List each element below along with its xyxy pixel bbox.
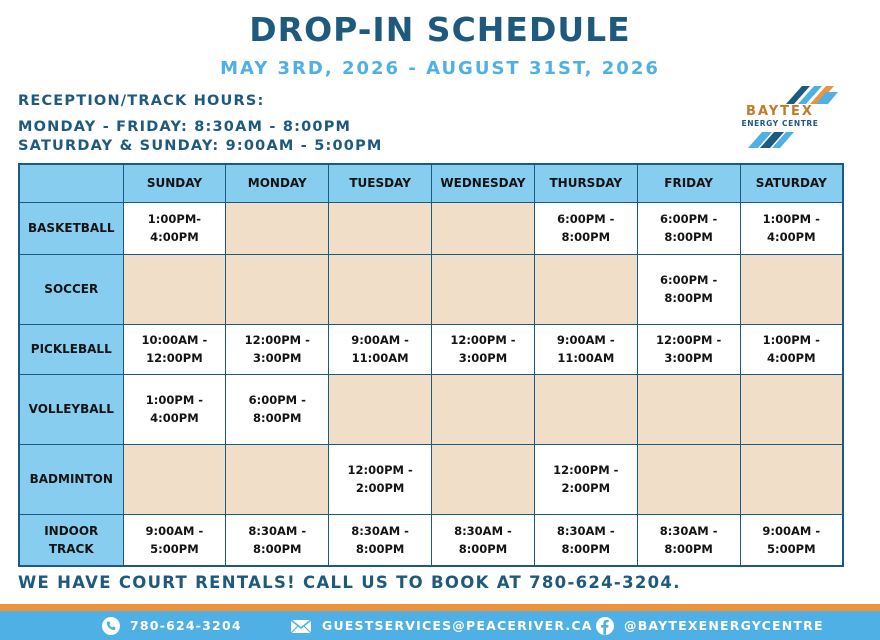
day-header-monday: MONDAY	[226, 164, 329, 202]
time-slot-thursday	[534, 444, 637, 514]
time-slot-sunday	[123, 374, 226, 444]
time-line: 1:00PM -	[762, 333, 820, 347]
time-line: 11:00AM	[557, 351, 615, 365]
empty-slot-tuesday	[329, 254, 432, 324]
time-line: 4:00PM	[767, 351, 816, 365]
time-line: 6:00PM -	[248, 393, 306, 407]
time-slot-tuesday	[329, 324, 432, 374]
day-header-tuesday: TUESDAY	[329, 164, 432, 202]
empty-slot-tuesday	[329, 202, 432, 254]
empty-slot-saturday	[740, 374, 843, 444]
time-line: 3:00PM	[664, 351, 713, 365]
time-line: 8:00PM	[253, 411, 302, 425]
baytex-logo	[728, 84, 848, 152]
logo-wordmark: BAYTEX	[746, 104, 814, 119]
time-slot-thursday	[534, 202, 637, 254]
weekday-hours: MONDAY - FRIDAY: 8:30AM - 8:00PM	[18, 119, 352, 135]
time-slot-friday	[637, 324, 740, 374]
time-slot-saturday	[740, 324, 843, 374]
time-line: 5:00PM	[767, 541, 816, 556]
time-slot-friday	[637, 254, 740, 324]
time-line: 1:00PM -	[762, 212, 820, 226]
empty-slot-saturday	[740, 444, 843, 514]
time-line: 8:00PM	[664, 230, 713, 244]
time-line: 8:00PM	[664, 541, 713, 556]
time-line: 9:00AM -	[556, 333, 615, 347]
time-line: 1:00PM-	[147, 212, 202, 226]
time-slot-thursday	[534, 514, 637, 566]
sport-label: BASKETBALL	[19, 202, 123, 254]
empty-slot-wednesday	[432, 444, 535, 514]
day-header-sunday: SUNDAY	[123, 164, 226, 202]
time-slot-friday	[637, 202, 740, 254]
time-line: 8:00PM	[561, 230, 611, 244]
empty-slot-monday	[226, 202, 329, 254]
table-row	[19, 254, 843, 324]
time-line: 8:30AM -	[556, 523, 615, 538]
day-header-wednesday: WEDNESDAY	[432, 164, 535, 202]
sport-label: SOCCER	[19, 254, 123, 324]
time-line: 4:00PM	[150, 230, 199, 244]
empty-slot-friday	[637, 444, 740, 514]
time-slot-sunday	[123, 202, 226, 254]
time-line: 8:30AM -	[659, 523, 718, 538]
phone-icon	[102, 617, 120, 635]
empty-slot-saturday	[740, 254, 843, 324]
time-line: 6:00PM -	[660, 212, 718, 226]
footer-accent-bar	[0, 604, 880, 611]
time-line: 12:00PM -	[553, 463, 619, 477]
time-slot-monday	[226, 374, 329, 444]
facebook-icon	[596, 617, 614, 635]
time-slot-monday	[226, 514, 329, 566]
empty-slot-monday	[226, 444, 329, 514]
time-slot-wednesday	[432, 324, 535, 374]
time-line: 8:00PM	[355, 541, 405, 556]
facebook-handle: @BAYTEXENERGYCENTRE	[624, 618, 824, 633]
empty-slot-wednesday	[432, 374, 535, 444]
time-slot-sunday	[123, 514, 226, 566]
time-line: 12:00PM	[146, 351, 203, 365]
time-line: 8:30AM -	[454, 523, 512, 538]
empty-slot-monday	[226, 254, 329, 324]
time-line: 1:00PM -	[145, 393, 204, 407]
day-header-saturday: SATURDAY	[740, 164, 843, 202]
time-line: 2:00PM	[561, 481, 611, 495]
time-line: 9:00AM -	[762, 523, 821, 538]
time-slot-tuesday	[329, 444, 432, 514]
logo-subtitle: ENERGY CENTRE	[741, 119, 819, 128]
table-row	[19, 514, 843, 566]
time-line: 8:00PM	[664, 291, 713, 305]
empty-slot-thursday	[534, 254, 637, 324]
time-slot-saturday	[740, 202, 843, 254]
time-line: 8:30AM -	[351, 523, 409, 538]
time-slot-friday	[637, 514, 740, 566]
empty-slot-tuesday	[329, 374, 432, 444]
email-address: GUESTSERVICES@PEACERIVER.CA	[322, 618, 593, 633]
table-row	[19, 444, 843, 514]
time-line: 6:00PM -	[557, 212, 615, 226]
time-slot-wednesday	[432, 514, 535, 566]
time-line: 4:00PM	[150, 411, 199, 425]
table-row	[19, 324, 843, 374]
sport-label: INDOOR TRACK	[19, 514, 123, 566]
time-line: 3:00PM	[253, 351, 302, 365]
contact-email[interactable]	[290, 611, 593, 640]
header-corner	[19, 164, 123, 202]
time-line: 9:00AM -	[351, 333, 409, 347]
time-line: 3:00PM	[458, 351, 508, 365]
time-slot-saturday	[740, 514, 843, 566]
empty-slot-friday	[637, 374, 740, 444]
table-header-row	[19, 164, 843, 202]
time-slot-thursday	[534, 324, 637, 374]
contact-facebook[interactable]	[596, 611, 824, 640]
empty-slot-sunday	[123, 444, 226, 514]
time-slot-tuesday	[329, 514, 432, 566]
day-header-thursday: THURSDAY	[534, 164, 637, 202]
empty-slot-sunday	[123, 254, 226, 324]
time-line: 4:00PM	[767, 230, 816, 244]
time-line: 11:00AM	[351, 351, 409, 365]
time-line: 6:00PM -	[660, 273, 718, 287]
time-line: 8:00PM	[458, 541, 508, 556]
time-line: 8:00PM	[253, 541, 302, 556]
table-row	[19, 374, 843, 444]
mail-icon	[290, 617, 312, 635]
time-line: 8:30AM -	[248, 523, 307, 538]
empty-slot-wednesday	[432, 254, 535, 324]
time-slot-sunday	[123, 324, 226, 374]
time-line: 8:00PM	[561, 541, 611, 556]
time-line: 9:00AM -	[145, 523, 204, 538]
empty-slot-thursday	[534, 374, 637, 444]
hours-heading: RECEPTION/TRACK HOURS:	[18, 93, 265, 109]
phone-number: 780-624-3204	[130, 618, 242, 633]
time-line: 10:00AM -	[141, 333, 208, 347]
time-line: 5:00PM	[150, 541, 199, 556]
time-line: 2:00PM	[355, 481, 405, 495]
time-line: 12:00PM -	[656, 333, 722, 347]
sport-label: VOLLEYBALL	[19, 374, 123, 444]
time-slot-monday	[226, 324, 329, 374]
time-line: 12:00PM -	[450, 333, 516, 347]
sport-label: BADMINTON	[19, 444, 123, 514]
contact-phone[interactable]	[102, 611, 242, 640]
page-title: DROP-IN SCHEDULE	[249, 10, 631, 49]
empty-slot-wednesday	[432, 202, 535, 254]
court-rentals-note: WE HAVE COURT RENTALS! CALL US TO BOOK AT 780-624-3204.	[18, 573, 681, 592]
weekend-hours: SATURDAY & SUNDAY: 9:00AM - 5:00PM	[18, 138, 383, 154]
schedule-table	[18, 163, 844, 567]
sport-label: PICKLEBALL	[19, 324, 123, 374]
time-line: 12:00PM -	[347, 463, 413, 477]
day-header-friday: FRIDAY	[637, 164, 740, 202]
time-line: 12:00PM -	[244, 333, 310, 347]
table-row	[19, 202, 843, 254]
date-range: MAY 3RD, 2026 - AUGUST 31ST, 2026	[220, 58, 660, 79]
